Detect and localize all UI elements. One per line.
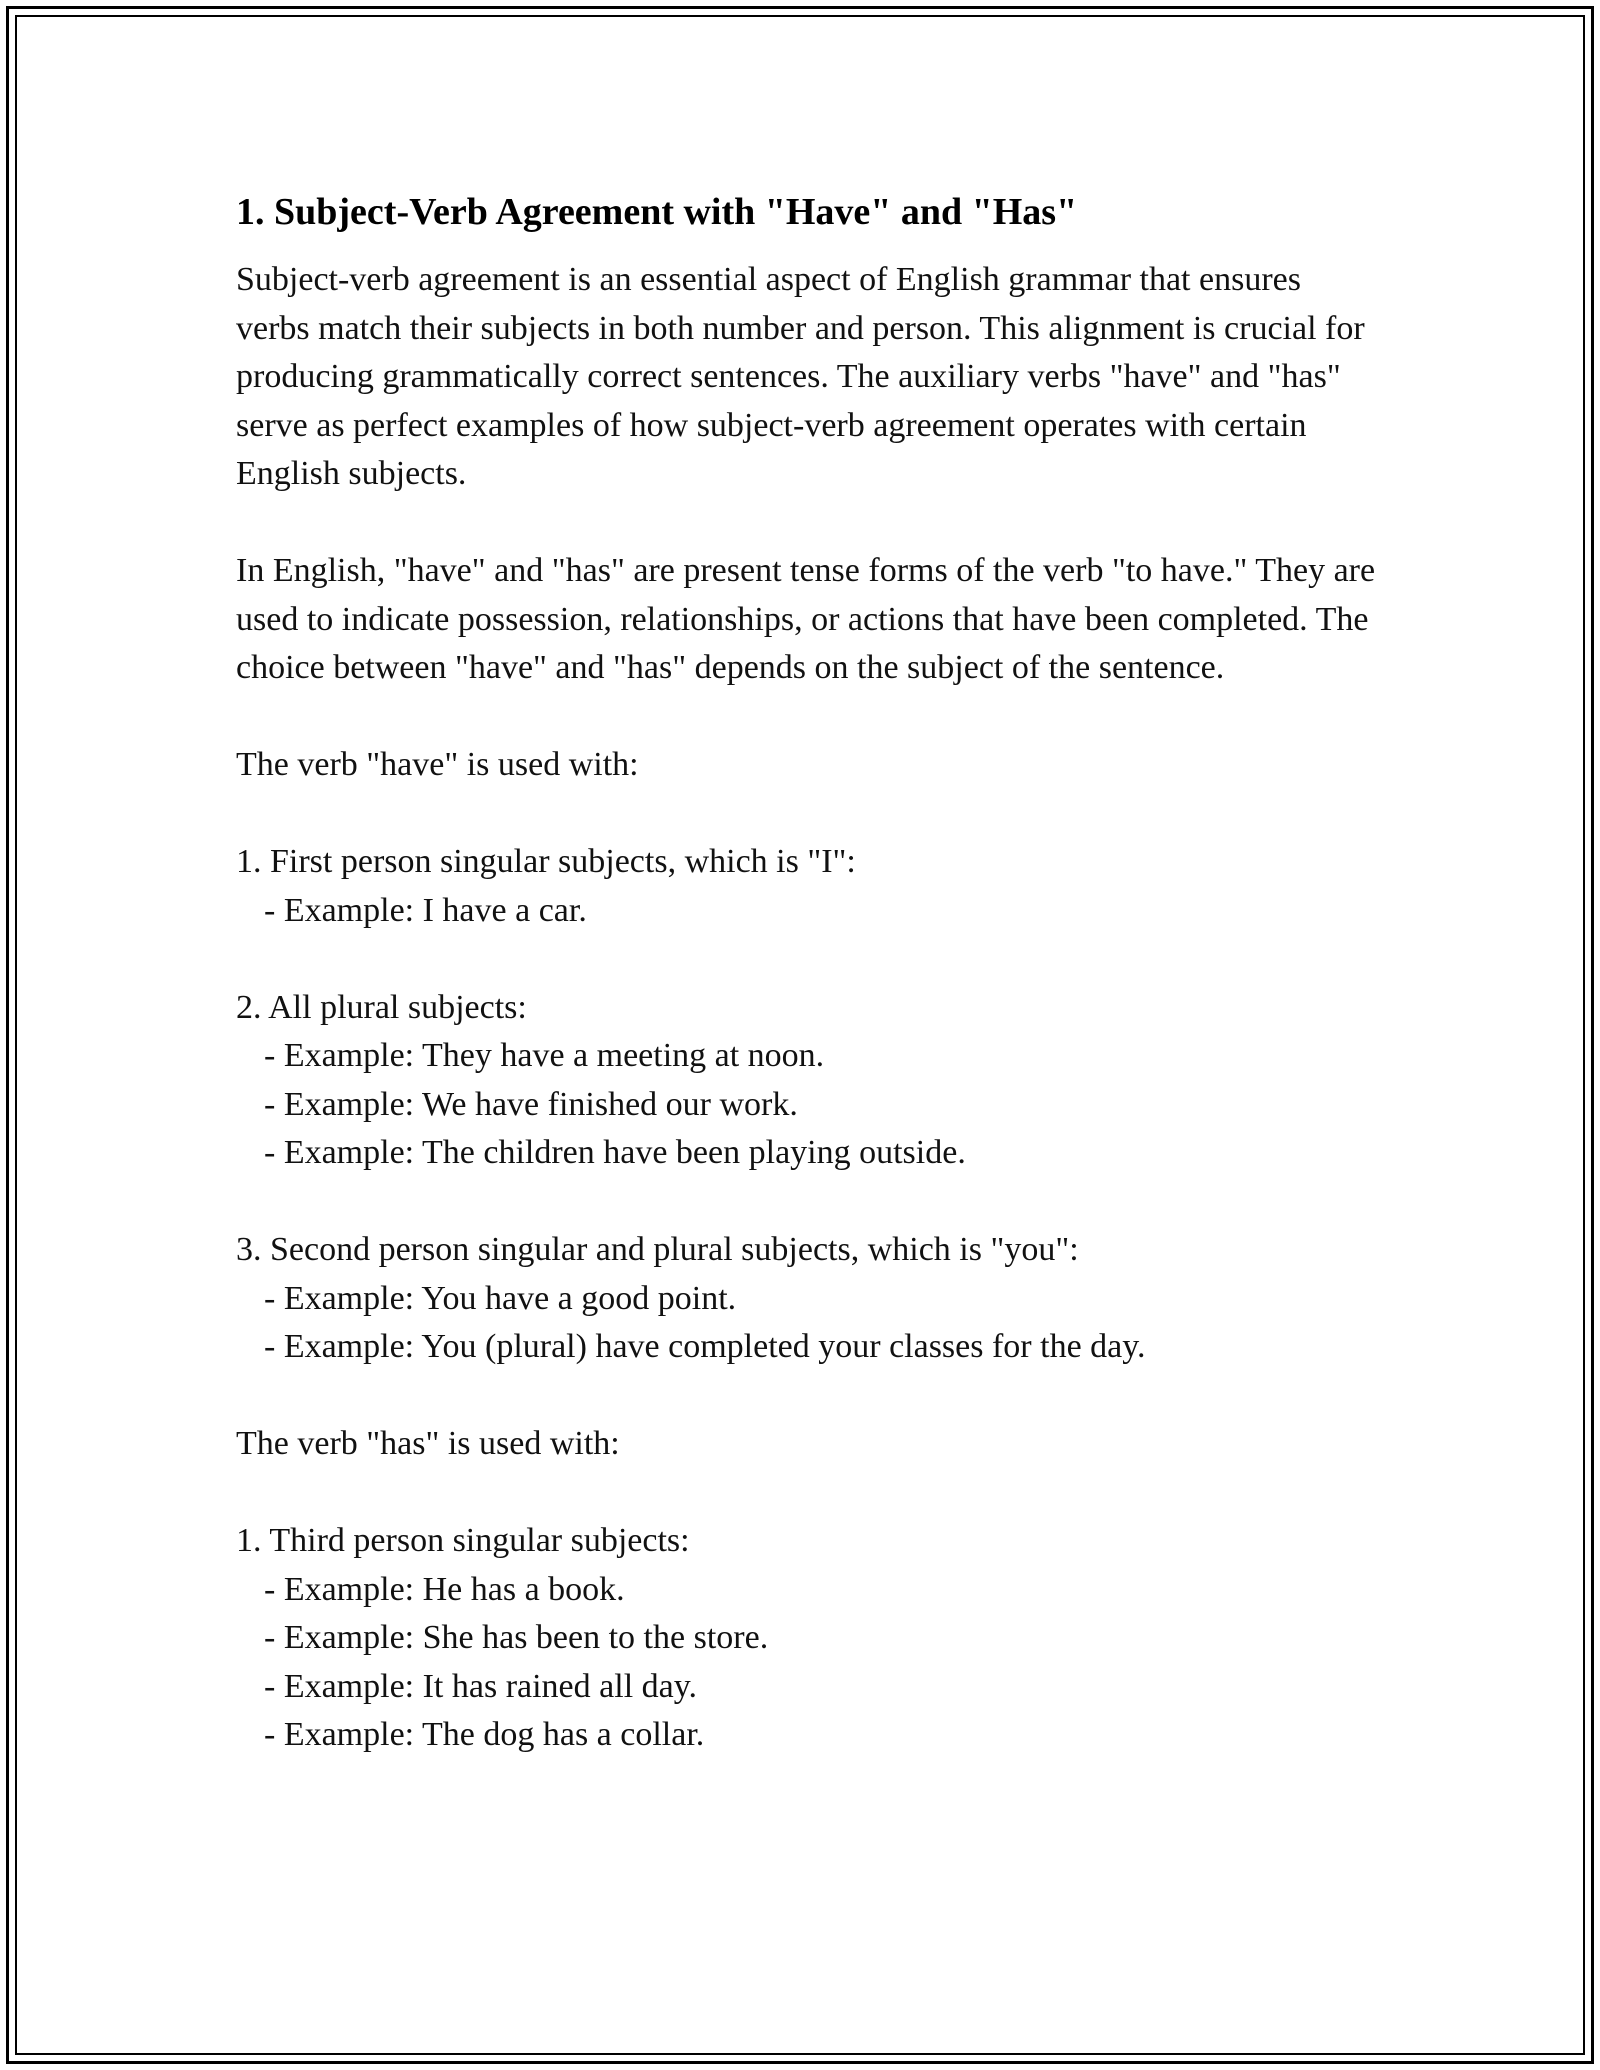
have-section-intro: The verb "have" is used with: [236,746,639,783]
rule-label: 2. All plural subjects: [236,988,527,1026]
definition-paragraph: In English, "have" and "has" are present tense forms of the verb "to have." They are used to indicate possession, relationships, or actions that have been completed. The choice between "have" and "has" depends on the subject of the sentence. [236,552,1376,686]
example-line: - Example: I have a car. [264,891,587,929]
have-rule-2 [236,984,1376,1178]
intro-paragraph: Subject-verb agreement is an essential aspect of English grammar that ensures verbs match their subjects in both number and person. This alignment is crucial for producing grammatically correct sentences. The auxiliary verbs "have" and "has" serve as perfect examples of how subject-verb agreement operates with certain English subjects. [236,261,1365,492]
example-line: - Example: You (plural) have completed your classes for the day. [264,1328,1146,1365]
document-content [236,186,1376,1760]
rule-label: 1. Third person singular subjects: [236,1522,690,1559]
has-section-intro: The verb "has" is used with: [236,1425,620,1462]
rule-label: 3. Second person singular and plural subjects, which is "you": [236,1231,1079,1268]
example-line: - Example: It has rained all day. [264,1667,698,1705]
example-line: - Example: She has been to the store. [264,1619,769,1656]
example-line: - Example: He has a book. [264,1570,625,1608]
have-rule-3 [236,1226,1376,1372]
has-rule-1 [236,1517,1376,1760]
example-line: - Example: You have a good point. [264,1279,737,1317]
example-line: - Example: They have a meeting at noon. [264,1037,825,1074]
rule-label: 1. First person singular subjects, which is "I": [236,843,856,880]
document-title: 1. Subject-Verb Agreement with "Have" and "Has" [236,191,1078,233]
example-line: - Example: We have finished our work. [264,1085,798,1123]
have-rule-1 [236,838,1376,935]
example-line: - Example: The dog has a collar. [264,1716,705,1753]
document-body [236,256,1376,1760]
example-line: - Example: The children have been playing outside. [264,1134,966,1171]
